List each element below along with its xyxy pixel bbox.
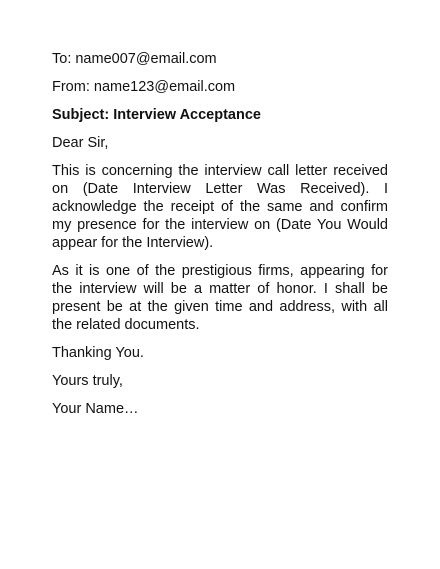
from-line: From: name123@email.com: [52, 79, 236, 95]
signature-line: Your Name…: [52, 401, 139, 417]
subject-line: Subject: Interview Acceptance: [52, 107, 261, 123]
body-paragraph-1: This is concerning the interview call letter received on (Date Interview Letter Was Received). I acknowledge the receipt of the same and confirm my presence for the interview on (Date You Would appear for the Interview).: [52, 163, 388, 251]
to-line: To: name007@email.com: [52, 51, 217, 67]
closing-line: Yours truly,: [52, 373, 123, 389]
salutation: Dear Sir,: [52, 135, 109, 151]
body-paragraph-2: As it is one of the prestigious firms, appearing for the interview will be a matter of honor. I shall be present be at the given time and address, with all the related documents.: [52, 263, 388, 333]
thanks-line: Thanking You.: [52, 345, 144, 361]
